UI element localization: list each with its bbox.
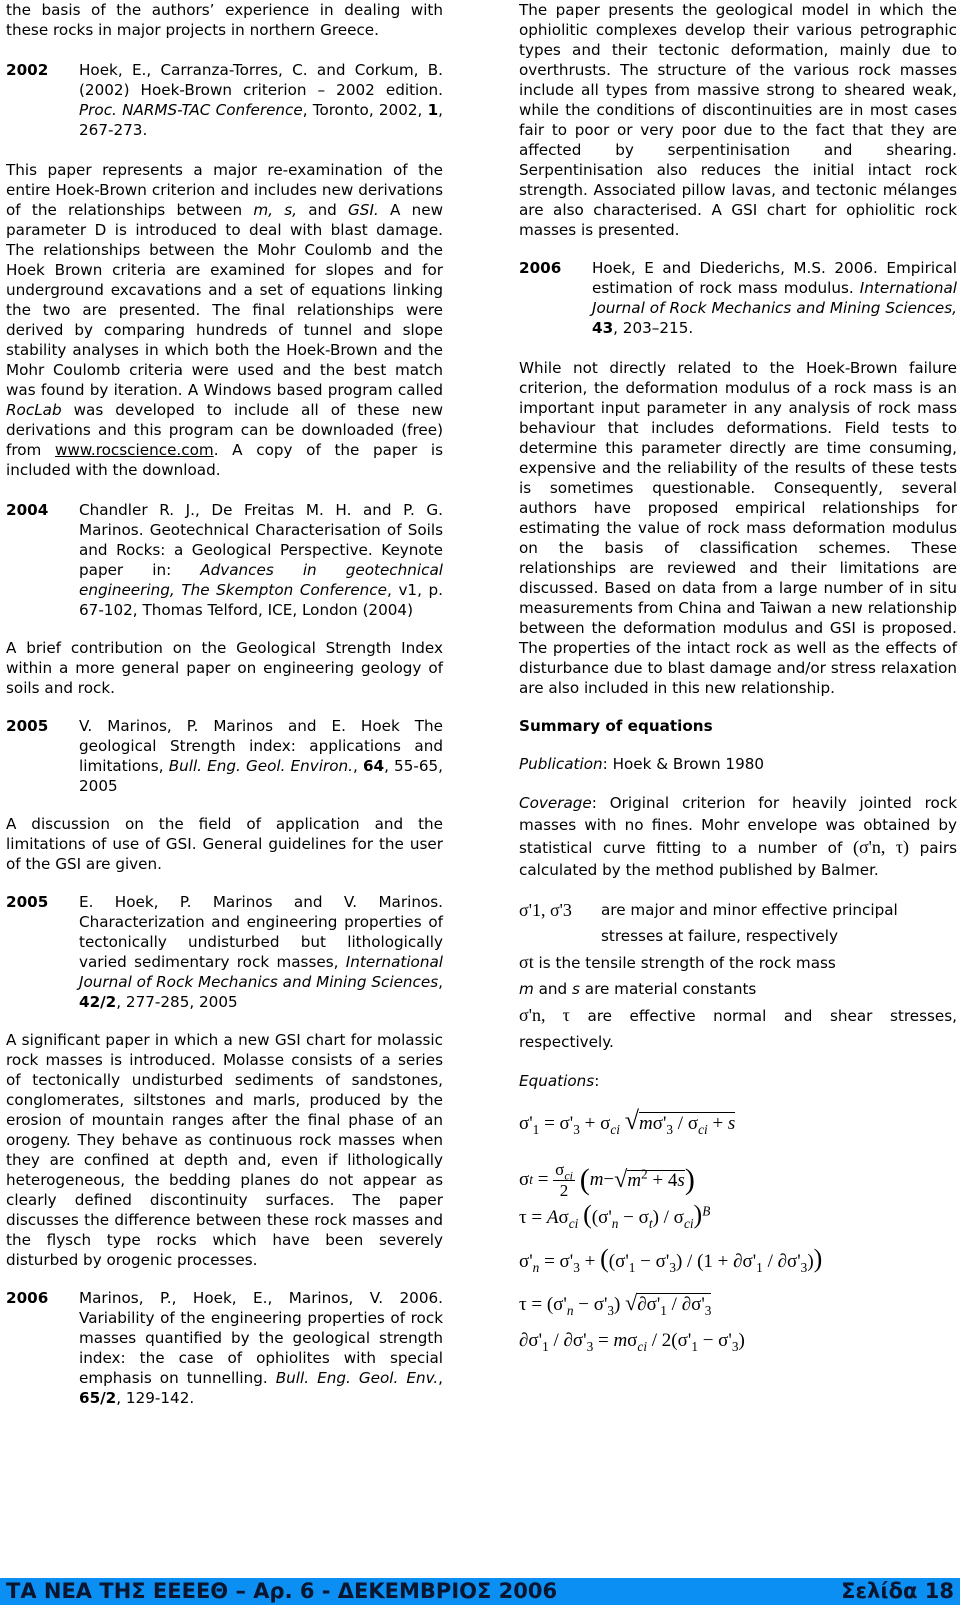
reference-year: 2005 [6,717,49,735]
reference-2006a [6,1288,443,1408]
equation-5: $\tau = (\sigma'_n - \sigma'_3)$ $√\partial\sigma'_1 / \partial\sigma'_3$ [519,1290,712,1318]
abstract-2005a: A discussion on the field of application and the limitations of use of GSI. General guidelines for the user of the GSI are given. [6,815,443,873]
reference-year: 2006 [519,259,562,277]
reference-year: 2004 [6,501,49,519]
page-footer [0,1578,960,1605]
legend-symbol: σ'1, σ'3 [519,900,572,920]
abstract-2005b: A significant paper in which a new GSI chart for molassic rock masses is introduced. Molasse consists of a series of tectonically undisturbed sediments of sandstones, conglomerates, siltstones and marls, produced by the erosion of mountain ranges after the final phase of an orogeny. They behave as continuous rock masses when they are confined at depth and, even if lithologically heterogeneous, the bedding planes do not appear as clearly defined discontinuity surfaces. The paper discusses the difference between these rock masses and the flysch type rocks which have been severely disturbed by orogenic processes. [6,1031,443,1269]
legend-normal-shear: σ'n, τ are effective normal and shear stresses, respectively. [519,1005,957,1051]
abstract-2006a: The paper presents the geological model in which the ophiolitic complexes develop their various petrographic types and their tectonic deformation, mainly due to overthrusts. The structure of the various rock masses include all types from massive strong to sheared weak, while the conditions of discontinuities are in most cases fair to poor or very poor due to the fact that they are affected by serpentinisation and shearing. Serpentinisation also reduces the initial intact rock strength. Associated pillow lavas, and tectonic mélanges are also characterised. A GSI chart for ophiolitic rock masses is presented. [519,1,957,239]
reference-2004 [6,500,443,620]
reference-text: V. Marinos, P. Marinos and E. Hoek The geological Strength index: applications and limitations, Bull. Eng. Geol. Environ., 64, 55-65, 2005 [79,717,443,795]
equation-1: $\sigma'_1 = \sigma'_3 + \sigma_{ci}$ $√m\sigma'_3 / \sigma_{ci} + s$ [519,1106,736,1137]
reference-year: 2002 [6,61,49,79]
reference-text: E. Hoek, P. Marinos and V. Marinos. Characterization and engineering properties of tectonically undisturbed but lithologically varied sedimentary rock masses, International Journal of Rock Mechanics and Mining Sciences, 42/2, 277-285, 2005 [79,893,443,1011]
equation-4: $\sigma'_n = \sigma'_3 + ((\sigma'_1 - \sigma'_3) / (1 + \partial\sigma'_1 / \partial\sigma'_3))$ [519,1244,823,1275]
equations-block [519,1106,957,1369]
rocscience-link[interactable]: www.rocscience.com [55,441,214,459]
legend-tensile: σt is the tensile strength of the rock mass [519,952,836,972]
publication-line: Publication: Hoek & Brown 1980 [519,755,765,773]
reference-year: 2005 [6,893,49,911]
legend-text: are major and minor effective principal stresses at failure, respectively [601,901,898,945]
equations-label: Equations: [519,1072,600,1090]
symbol-legend [519,897,957,1055]
legend-principal-stresses [519,897,957,949]
intro-paragraph: the basis of the authors’ experience in dealing with these rocks in major projects in northern Greece. [6,1,443,39]
reference-2005a [6,716,443,796]
reference-2006b [519,258,957,338]
reference-2002 [6,60,443,140]
abstract-2002: This paper represents a major re-examination of the entire Hoek-Brown criterion and includes new derivations of the relationships between m, s, and GSI. A new parameter D is introduced to deal with blast damage. The relationships between the Mohr Coulomb and the Hoek Brown criteria are examined for slopes and for underground excavations and a set of equations linking the two are presented. The final relationships were derived by comparing hundreds of tunnel and slope stability analyses in which both the Hoek-Brown and the Mohr Coulomb criteria were used and the best match was found by iteration. A Windows based program called RocLab was developed to include all of these new derivations and this program can be downloaded (free) from www.rocscience.com. A copy of the paper is included with the download. [6,161,444,479]
equation-3: $\tau = A\sigma_{ci}$ $((\sigma'_n - \sigma_t) / \sigma_{ci})^B$ [519,1200,711,1231]
reference-year: 2006 [6,1289,49,1307]
coverage-paragraph: Coverage: Original criterion for heavily jointed rock masses with no fines. Mohr envelope was obtained by statistical curve fitting to a number of (σ'n, τ) pairs calculated by the method published by Balmer. [519,794,957,879]
abstract-2004: A brief contribution on the Geological Strength Index within a more general paper on engineering geology of soils and rock. [6,639,443,697]
reference-text: Chandler R. J., De Freitas M. H. and P. G. Marinos. Geotechnical Characterisation of Soils and Rocks: a Geological Perspective. Keynote paper in: Advances in geotechnical engineering, The Skempton Conference, v1, p. 67-102, Thomas Telford, ICE, London (2004) [79,501,443,619]
reference-text: Marinos, P., Hoek, E., Marinos, V. 2006. Variability of the engineering properties of rock masses quantified by the geological strength index: the case of ophiolites with special emphasis on tunnelling. Bull. Eng. Geol. Env., 65/2, 129-142. [79,1289,443,1407]
equation-6: $\partial\sigma'_1 / \partial\sigma'_3 = m\sigma_{ci} / 2(\sigma'_1 - \sigma'_3)$ [519,1330,745,1354]
legend-constants: m and s are material constants [519,980,757,998]
footer-page-number: Σελίδα 18 [841,1579,954,1603]
reference-2005b [6,892,443,1012]
abstract-2006b: While not directly related to the Hoek-Brown failure criterion, the deformation modulus of a rock mass is an important input parameter in any analysis of rock mass behaviour that includes deformations. Field tests to determine this parameter directly are time consuming, expensive and the reliability of the results of these tests is sometimes questionable. Consequently, several authors have proposed empirical relationships for estimating the value of rock mass deformation modulus on the basis of classification schemes. These relationships are reviewed and their limitations are discussed. Based on data from a large number of in situ measurements from China and Taiwan a new relationship between the deformation modulus and GSI is proposed. The properties of the intact rock as well as the effects of disturbance due to blast damage and/or stress relaxation are also included in this new relationship. [519,359,957,697]
right-column [519,0,957,1369]
footer-title: ΤΑ ΝΕΑ ΤΗΣ ΕΕΕΕΘ – Αρ. 6 - ΔΕΚΕΜΒΡΙΟΣ 2006 [6,1579,558,1603]
left-column [6,0,443,1408]
summary-heading: Summary of equations [519,717,713,735]
reference-text: Hoek, E., Carranza-Torres, C. and Corkum, B. (2002) Hoek-Brown criterion – 2002 edition. Proc. NARMS-TAC Conference, Toronto, 2002, 1, 267-273. [79,61,443,139]
equation-2: σ t = $\sigma_{ci}$ 2 ( m − √ $m^2 + 4s$ ) [519,1159,695,1200]
reference-text: Hoek, E and Diederichs, M.S. 2006. Empirical estimation of rock mass modulus. International Journal of Rock Mechanics and Mining Sciences, 43, 203–215. [592,259,957,337]
